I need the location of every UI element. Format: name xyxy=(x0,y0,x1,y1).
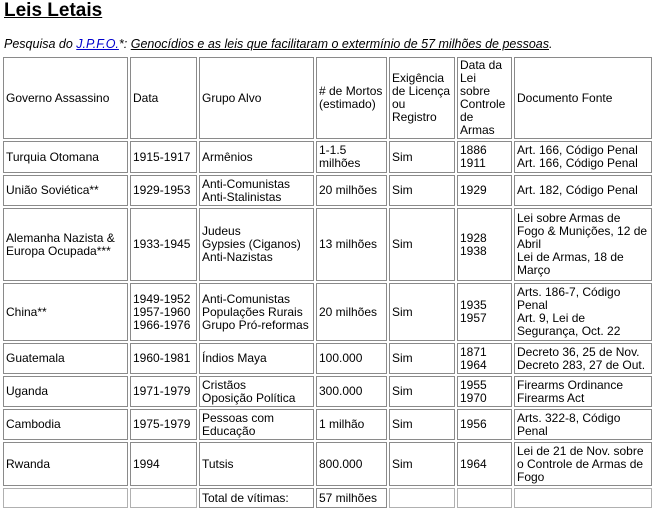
license-cell: Sim xyxy=(389,208,455,281)
deaths-cell: 100.000 xyxy=(316,343,387,374)
header-cell: Documento Fonte xyxy=(514,57,652,139)
subtitle-text: Genocídios e as leis que facilitaram o extermínio de 57 milhões de pessoas xyxy=(130,37,549,51)
source-cell: Decreto 36, 25 de Nov. Decreto 283, 27 de Out. xyxy=(514,343,652,374)
date-cell: 1960-1981 xyxy=(130,343,197,374)
header-cell: Data xyxy=(130,57,197,139)
deaths-cell: 13 milhões xyxy=(316,208,387,281)
law-date-cell: 1964 xyxy=(457,442,512,486)
license-cell: Sim xyxy=(389,343,455,374)
total-value: 57 milhões xyxy=(316,488,387,508)
total-row xyxy=(3,488,652,508)
genocide-table xyxy=(1,55,654,510)
date-cell: 1915-1917 xyxy=(130,141,197,173)
deaths-cell: 1-1.5 milhões xyxy=(316,141,387,173)
empty-cell xyxy=(457,488,512,508)
table-row xyxy=(3,175,652,206)
subtitle-suffix: . xyxy=(549,37,553,51)
law-date-cell: 1886 1911 xyxy=(457,141,512,173)
source-cell: Arts. 186-7, Código Penal Art. 9, Lei de Segurança, Oct. 22 xyxy=(514,283,652,341)
date-cell: 1971-1979 xyxy=(130,376,197,407)
law-date-cell: 1871 1964 xyxy=(457,343,512,374)
table-row xyxy=(3,409,652,440)
table-row xyxy=(3,141,652,173)
header-row xyxy=(3,57,652,139)
law-date-cell: 1956 xyxy=(457,409,512,440)
empty-cell xyxy=(514,488,652,508)
table-row xyxy=(3,376,652,407)
license-cell: Sim xyxy=(389,175,455,206)
deaths-cell: 20 milhões xyxy=(316,175,387,206)
target-group-cell: Índios Maya xyxy=(199,343,314,374)
target-group-cell: Tutsis xyxy=(199,442,314,486)
date-cell: 1994 xyxy=(130,442,197,486)
government-cell: Turquia Otomana xyxy=(3,141,128,173)
header-cell: Data da Lei sobre Controle de Armas xyxy=(457,57,512,139)
subtitle xyxy=(4,37,552,51)
header-cell: Governo Assassino xyxy=(3,57,128,139)
law-date-cell: 1929 xyxy=(457,175,512,206)
deaths-cell: 800.000 xyxy=(316,442,387,486)
empty-cell xyxy=(389,488,455,508)
government-cell: Rwanda xyxy=(3,442,128,486)
header-cell: Grupo Alvo xyxy=(199,57,314,139)
subtitle-prefix: Pesquisa do xyxy=(4,37,77,51)
license-cell: Sim xyxy=(389,376,455,407)
subtitle-middle: *: xyxy=(118,37,131,51)
government-cell: Uganda xyxy=(3,376,128,407)
source-cell: Arts. 322-8, Código Penal xyxy=(514,409,652,440)
government-cell: Cambodia xyxy=(3,409,128,440)
government-cell: União Soviética** xyxy=(3,175,128,206)
page-title: Leis Letais xyxy=(4,0,103,21)
law-date-cell: 1935 1957 xyxy=(457,283,512,341)
source-cell: Lei de 21 de Nov. sobre o Controle de Armas de Fogo xyxy=(514,442,652,486)
deaths-cell: 20 milhões xyxy=(316,283,387,341)
date-cell: 1949-1952 1957-1960 1966-1976 xyxy=(130,283,197,341)
target-group-cell: Cristãos Oposição Política xyxy=(199,376,314,407)
license-cell: Sim xyxy=(389,442,455,486)
empty-cell xyxy=(130,488,197,508)
date-cell: 1933-1945 xyxy=(130,208,197,281)
header-cell: Exigência de Licença ou Registro xyxy=(389,57,455,139)
law-date-cell: 1928 1938 xyxy=(457,208,512,281)
license-cell: Sim xyxy=(389,283,455,341)
date-cell: 1975-1979 xyxy=(130,409,197,440)
source-cell: Art. 182, Código Penal xyxy=(514,175,652,206)
target-group-cell: Anti-Comunistas Populações Rurais Grupo Pró-reformas xyxy=(199,283,314,341)
table-row xyxy=(3,208,652,281)
license-cell: Sim xyxy=(389,141,455,173)
table-row xyxy=(3,283,652,341)
target-group-cell: Pessoas com Educação xyxy=(199,409,314,440)
target-group-cell: Judeus Gypsies (Ciganos) Anti-Nazistas xyxy=(199,208,314,281)
government-cell: Guatemala xyxy=(3,343,128,374)
date-cell: 1929-1953 xyxy=(130,175,197,206)
law-date-cell: 1955 1970 xyxy=(457,376,512,407)
source-cell: Lei sobre Armas de Fogo & Munições, 12 de Abril Lei de Armas, 18 de Março xyxy=(514,208,652,281)
target-group-cell: Armênios xyxy=(199,141,314,173)
empty-cell xyxy=(3,488,128,508)
source-cell: Firearms Ordinance Firearms Act xyxy=(514,376,652,407)
source-cell: Art. 166, Código Penal Art. 166, Código Penal xyxy=(514,141,652,173)
total-label: Total de vítimas: xyxy=(199,488,314,508)
table-row xyxy=(3,343,652,374)
government-cell: Alemanha Nazista & Europa Ocupada*** xyxy=(3,208,128,281)
deaths-cell: 1 milhão xyxy=(316,409,387,440)
license-cell: Sim xyxy=(389,409,455,440)
table-row xyxy=(3,442,652,486)
target-group-cell: Anti-Comunistas Anti-Stalinistas xyxy=(199,175,314,206)
jpfo-link[interactable]: J.P.F.O. xyxy=(76,37,119,51)
government-cell: China** xyxy=(3,283,128,341)
deaths-cell: 300.000 xyxy=(316,376,387,407)
header-cell: # de Mortos (estimado) xyxy=(316,57,387,139)
